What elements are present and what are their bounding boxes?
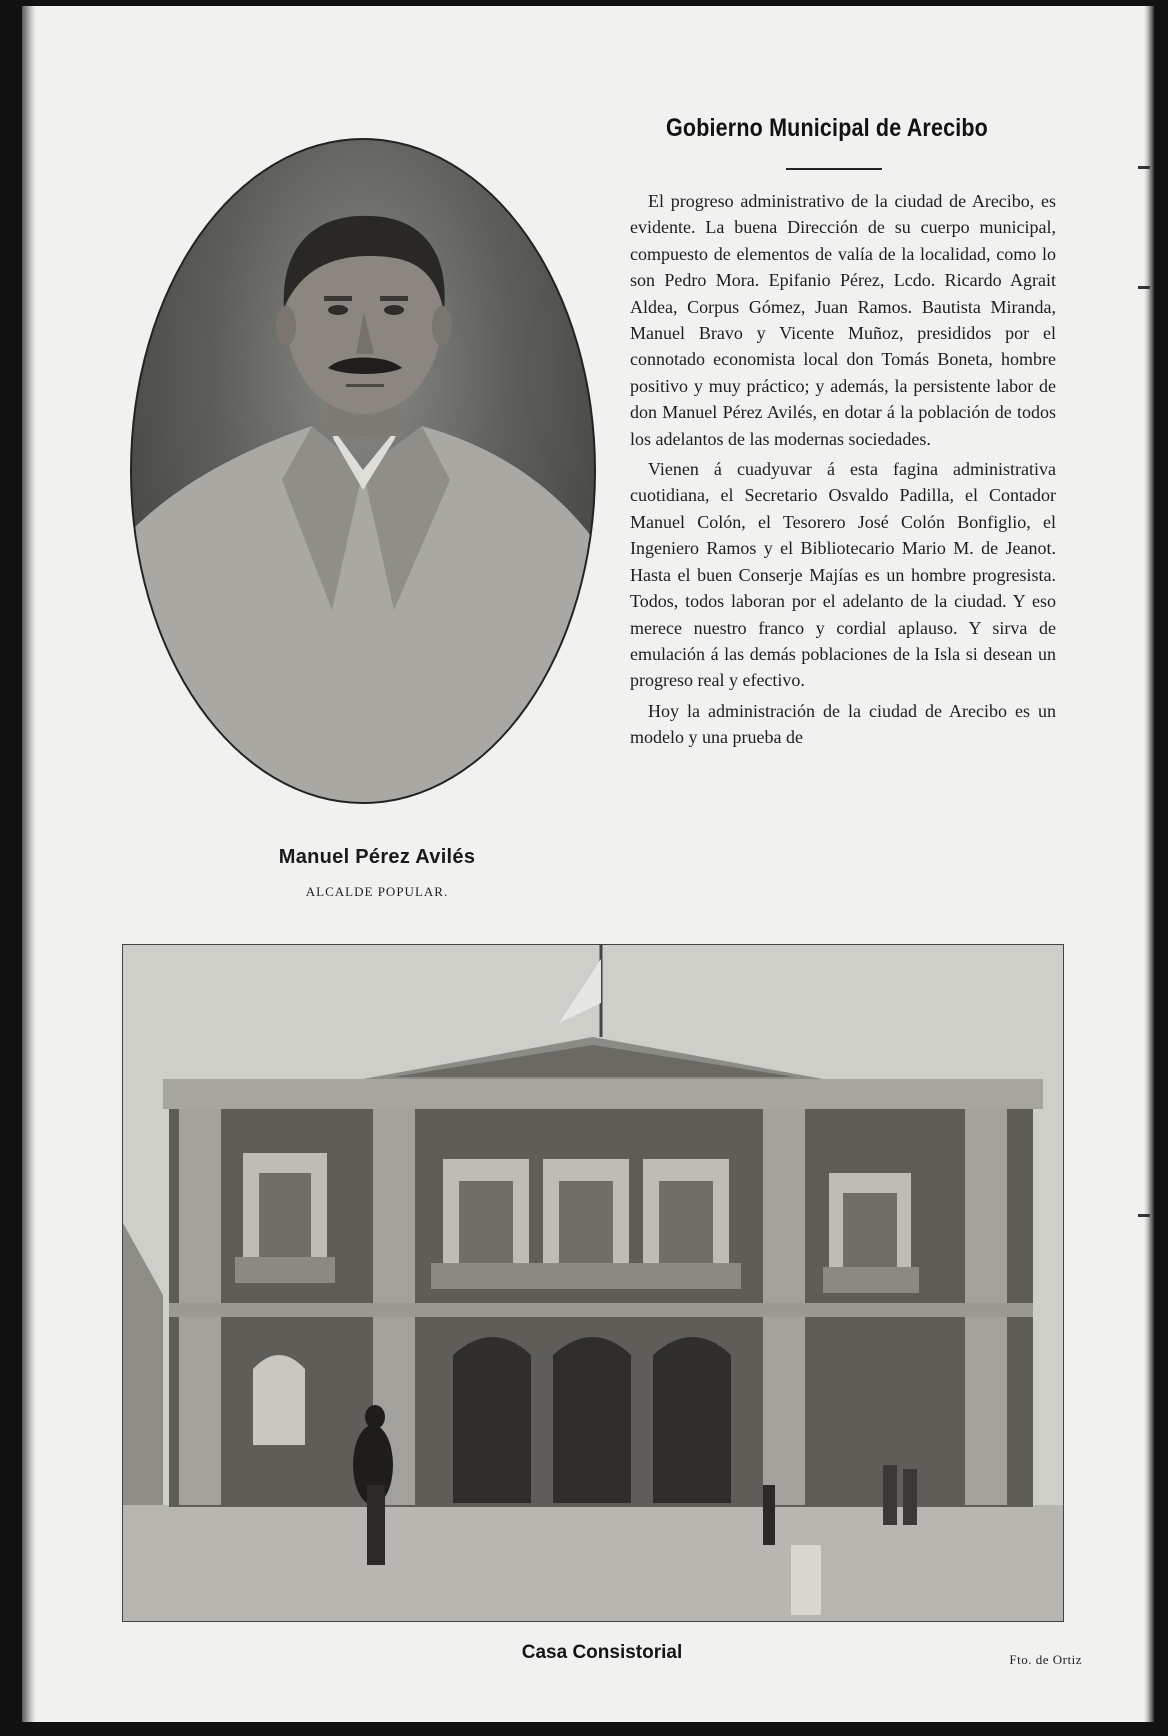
portrait-illustration — [132, 140, 594, 802]
portrait-photo — [130, 138, 596, 804]
photo-caption: Casa Consistorial — [521, 1642, 683, 1663]
article-paragraph: Hoy la administración de la ciudad de Arecibo es un modelo y una prueba de — [630, 700, 1056, 748]
building-photo — [122, 944, 1064, 1622]
page-edge-mark — [1138, 1214, 1150, 1217]
article-paragraph: El progreso administrativo de la ciudad de Arecibo, es evidente. La buena Dirección de su cuerpo municipal, compuesto de elementos de valía de la localidad, como lo son Pedro Mora. Epifanio Pérez, Lcdo. Ricardo Agrait Aldea, Corpus Gómez, Juan Ramos. Bautista Miranda, Manuel Bravo y Vicente Muñoz, presididos por el connotado economista local don Tomás Boneta, hombre positivo y muy práctico; y además, la persistente labor de don Manuel Pérez Avilés, en dotar á la población de todos los adelantos de las modernas sociedades. — [630, 191, 1056, 449]
building-illustration — [123, 945, 1063, 1621]
article-paragraph: Vienen á cuadyuvar á esta fagina administrativa cuotidiana, el Secretario Osvaldo Padilla, el Contador Manuel Colón, el Tesorero José Colón Bonfiglio, el Ingeniero Ramos y el Bibliotecario Mario M. de Jeanot. Hasta el buen Conserje Majías es un hombre progresista. Todos, todos laboran por el adelanto de la ciudad. Y eso merece nuestro franco y cordial aplauso. Y sirva de emulación á las demás poblaciones de la Isla si desean un progreso real y efectivo. — [630, 459, 1056, 691]
article-title: Gobierno Municipal de Arecibo — [666, 114, 988, 142]
magazine-page — [22, 6, 1154, 1722]
title-divider — [786, 168, 882, 170]
page-edge-shadow — [1144, 6, 1154, 1722]
portrait-caption-role: ALCALDE POPULAR. — [305, 884, 449, 899]
page-edge-mark — [1138, 166, 1150, 169]
page-edge-mark — [1138, 286, 1150, 289]
article-body — [630, 188, 1056, 755]
page-gutter-shadow — [22, 6, 36, 1722]
photo-credit: Fto. de Ortiz — [1009, 1652, 1082, 1667]
portrait-caption-name: Manuel Pérez Avilés — [278, 846, 476, 868]
